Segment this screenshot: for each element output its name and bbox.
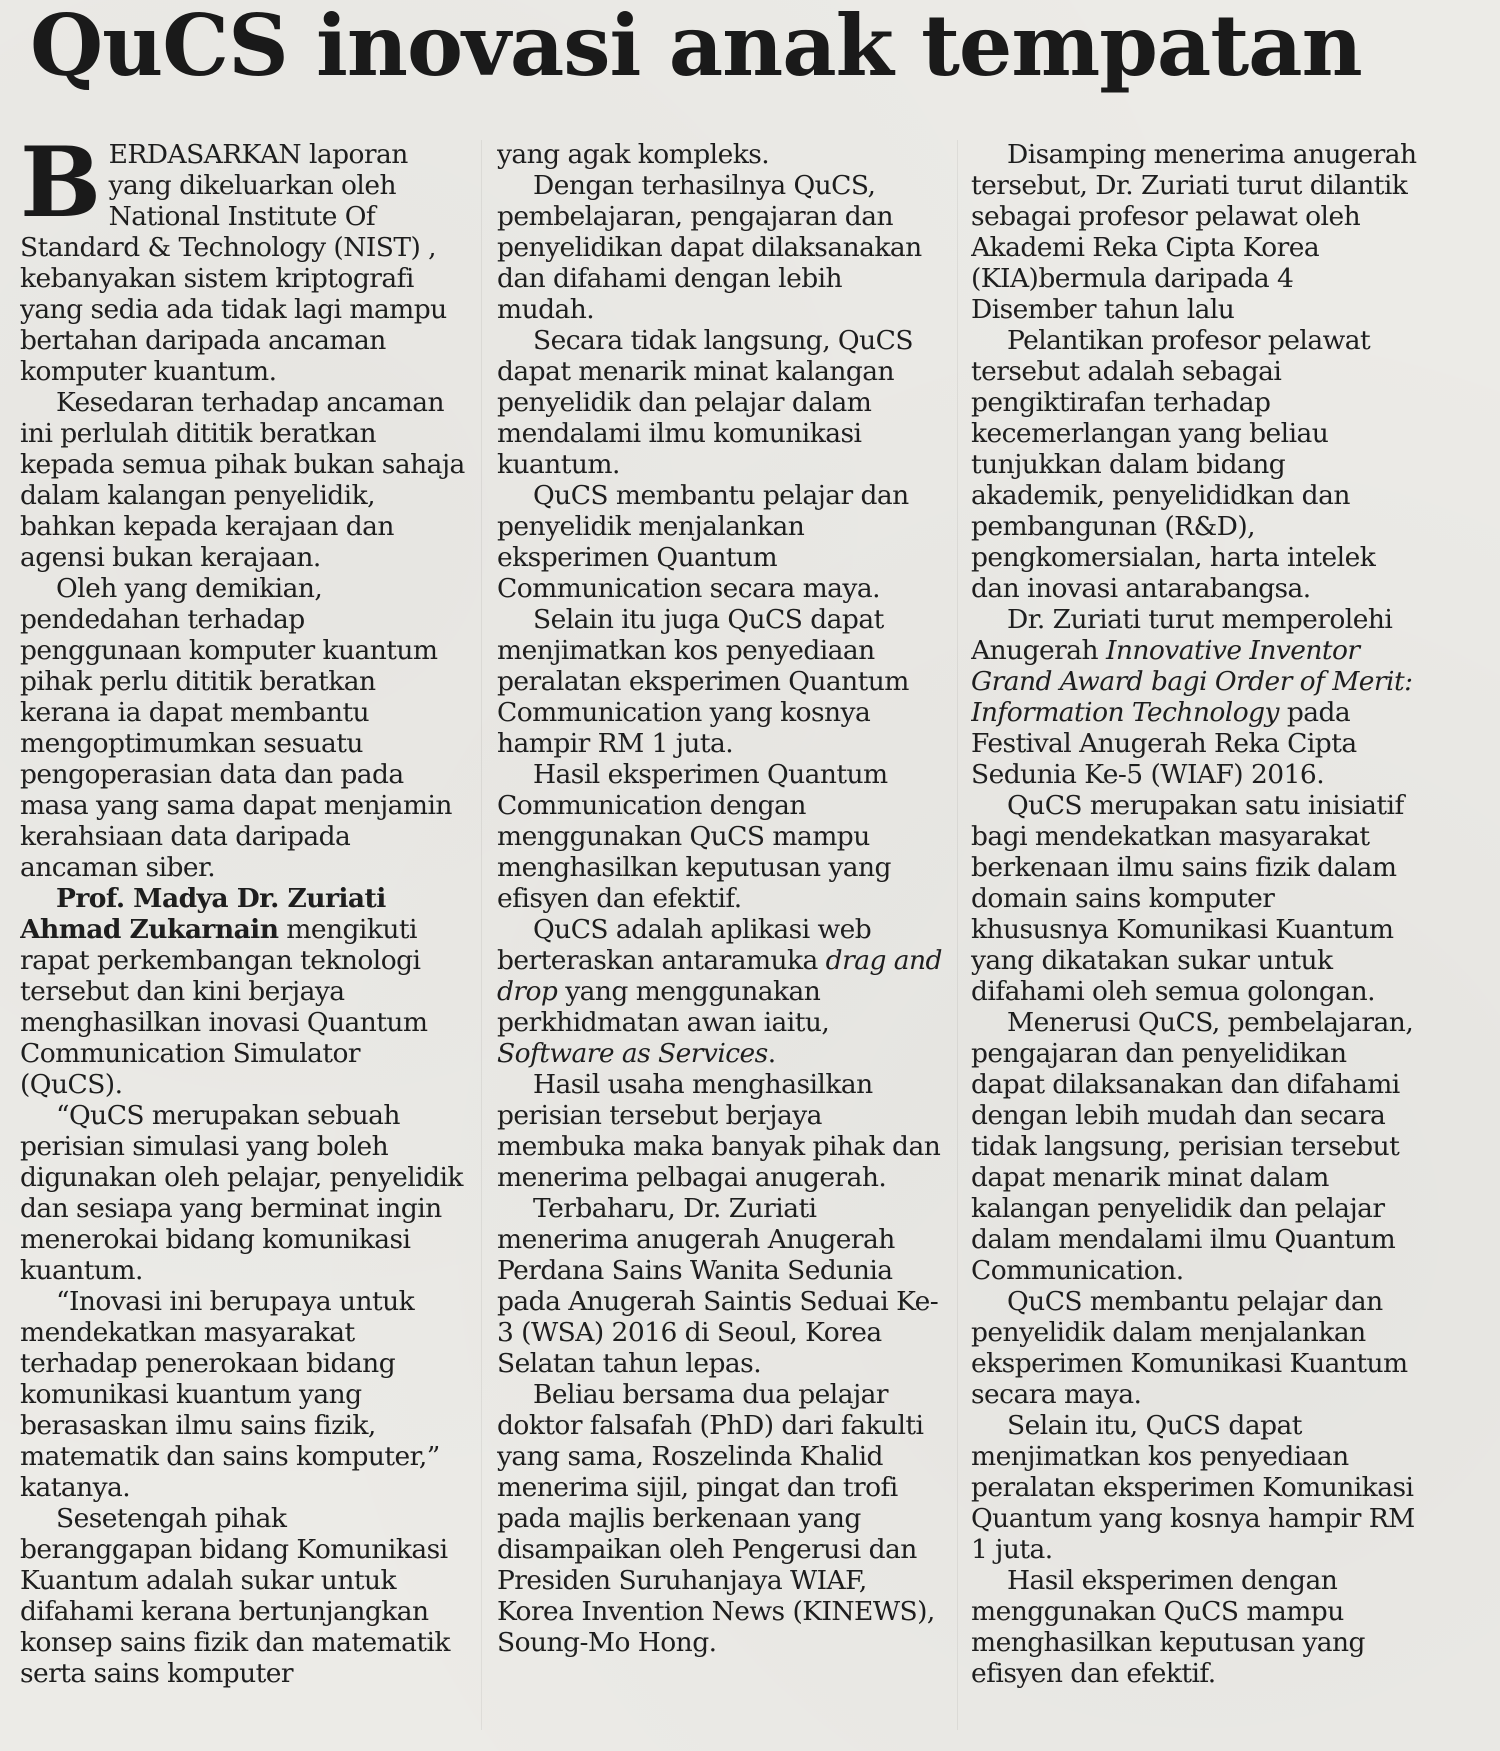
paragraph: Hasil eksperimen Quantum Communication dengan menggunakan QuCS mampu menghasilkan keputusan yang efisyen dan efektif. [497,759,891,914]
italic-award-name: Innovative Inventor Grand Award bagi Order of Merit: Information Technology [971,635,1413,728]
paragraph: QuCS membantu pelajar dan penyelidik menjalankan eksperimen Quantum Communication secara maya. [497,480,909,604]
paragraph-text: mengikuti rapat perkembangan teknologi tersebut dan kini berjaya menghasilkan inovasi Quantum Communication Simulator (QuCS). [20,914,428,1100]
headline: QuCS inovasi anak tempatan [30,0,1362,95]
paragraph: yang agak kompleks. [497,139,770,170]
paragraph: Sesetengah pihak beranggapan bidang Komunikasi Kuantum adalah sukar untuk difahami kerana bertunjangkan konsep sains fizik dan matematik serta sains komputer [20,1503,450,1689]
column-gutter [957,140,958,1730]
paragraph: Beliau bersama dua pelajar doktor falsafah (PhD) dari fakulti yang sama, Roszelinda Khalid menerima sijil, pingat dan trofi pada majlis berkenaan yang disampaikan oleh Pengerusi dan Presiden Suruhanjaya WIAF, Korea Invention News (KINEWS), Soung-Mo Hong. [497,1379,935,1658]
article-column-1 [20,139,465,1739]
paragraph: Selain itu, QuCS dapat menjimatkan kos penyediaan peralatan eksperimen Komunikasi Quantum yang kosnya hampir RM 1 juta. [971,1410,1415,1565]
column-gutter [481,140,482,1730]
article-column-3 [971,139,1417,1739]
paragraph-text: ERDASARKAN laporan yang dikeluarkan oleh National Institute Of Standard & Technology (NIST) , kebanyakan sistem kriptografi yang sedia ada tidak lagi mampu bertahan daripada ancaman komputer kuantum. [20,139,447,387]
paragraph: “QuCS merupakan sebuah perisian simulasi yang boleh digunakan oleh pelajar, penyelidik dan sesiapa yang berminat ingin menerokai bidang komunikasi kuantum. [20,1100,463,1286]
paragraph: Terbaharu, Dr. Zuriati menerima anugerah Anugerah Perdana Sains Wanita Sedunia pada Anugerah Saintis Seduai Ke-3 (WSA) 2016 di Seoul, Korea Selatan tahun lepas. [497,1193,939,1379]
italic-term: Software as Services [497,1038,768,1069]
paragraph: Hasil eksperimen dengan menggunakan QuCS mampu menghasilkan keputusan yang efisyen dan efektif. [971,1565,1365,1689]
italic-term: drag and drop [497,945,942,1007]
paragraph: Kesedaran terhadap ancaman ini perlulah dititik beratkan kepada semua pihak bukan sahaja dalam kalangan penyelidik, bahkan kepada kerajaan dan agensi bukan kerajaan. [20,387,465,573]
paragraph-text: . [767,1038,776,1069]
person-name: Prof. Madya Dr. Zuriati Ahmad Zukarnain [20,883,386,945]
paragraph-text: QuCS adalah aplikasi web berteraskan antaramuka [497,914,872,976]
paragraph: Pelantikan profesor pelawat tersebut adalah sebagai pengiktirafan terhadap kecemerlangan yang beliau tunjukkan dalam bidang akademik, penyelididkan dan pembangunan (R&D), pengkomersialan, harta intelek dan inovasi antarabangsa. [971,325,1376,604]
paragraph [971,604,1417,790]
paragraph: “Inovasi ini berupaya untuk mendekatkan masyarakat terhadap penerokaan bidang komunikasi kuantum yang berasaskan ilmu sains fizik, matematik dan sains komputer,” katanya. [20,1286,440,1503]
paragraph: Oleh yang demikian, pendedahan terhadap penggunaan komputer kuantum pihak perlu dititik beratkan kerana ia dapat membantu mengoptimumkan sesuatu pengoperasian data dan pada masa yang sama dapat menjamin kerahsiaan data daripada ancaman siber. [20,573,452,883]
paragraph: Selain itu juga QuCS dapat menjimatkan kos penyediaan peralatan eksperimen Quantum Communication yang kosnya hampir RM 1 juta. [497,604,909,759]
paragraph [497,914,942,1069]
paragraph: Disamping menerima anugerah tersebut, Dr. Zuriati turut dilantik sebagai profesor pelawat oleh Akademi Reka Cipta Korea (KIA)bermula daripada 4 Disember tahun lalu [971,139,1417,325]
paragraph: QuCS merupakan satu inisiatif bagi mendekatkan masyarakat berkenaan ilmu sains fizik dalam domain sains komputer khususnya Komunikasi Kuantum yang dikatakan sukar untuk difahami oleh semua golongan. [971,790,1404,1007]
paragraph: Dengan terhasilnya QuCS, pembelajaran, pengajaran dan penyelidikan dapat dilaksanakan dan difahami dengan lebih mudah. [497,170,922,325]
paragraph [20,883,465,1100]
paragraph [20,139,465,387]
article-column-2 [497,139,942,1739]
paragraph: QuCS membantu pelajar dan penyelidik dalam menjalankan eksperimen Komunikasi Kuantum secara maya. [971,1286,1408,1410]
drop-cap: B [20,139,101,239]
paragraph-text: pada Festival Anugerah Reka Cipta Sedunia Ke-5 (WIAF) 2016. [971,697,1357,790]
paragraph: Hasil usaha menghasilkan perisian tersebut berjaya membuka maka banyak pihak dan menerima pelbagai anugerah. [497,1069,941,1193]
paragraph-text: yang menggunakan perkhidmatan awan iaitu, [497,976,830,1038]
paragraph: Menerusi QuCS, pembelajaran, pengajaran dan penyelidikan dapat dilaksanakan dan difahami dengan lebih mudah dan secara tidak langsung, perisian tersebut dapat menarik minat dalam kalangan penyelidik dan pelajar dalam mendalami ilmu Quantum Communication. [971,1007,1414,1286]
paragraph: Secara tidak langsung, QuCS dapat menarik minat kalangan penyelidik dan pelajar dalam mendalami ilmu komunikasi kuantum. [497,325,913,480]
paragraph-text: Dr. Zuriati turut memperolehi Anugerah [971,604,1393,666]
